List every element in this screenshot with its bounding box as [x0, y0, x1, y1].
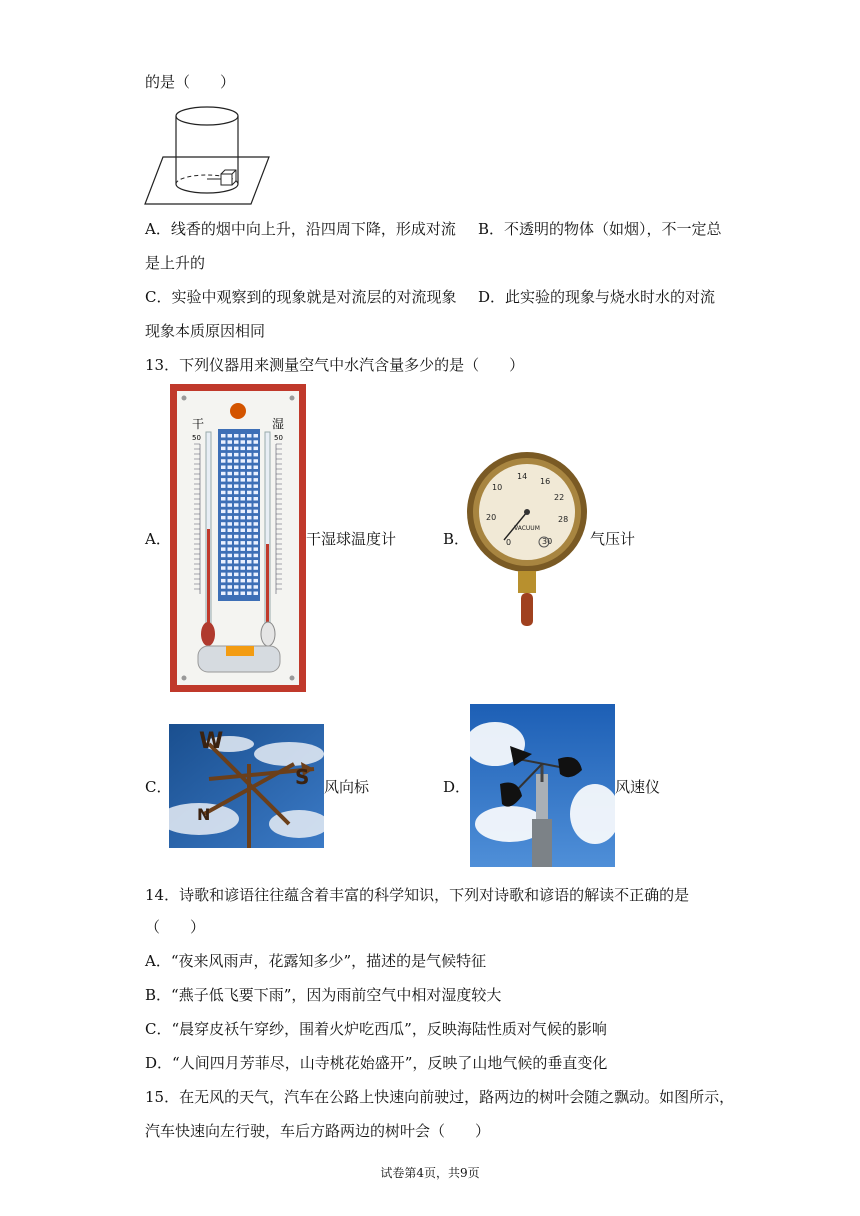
q15-stem-cont: 汽车快速向左行驶，车后方路两边的树叶会（ ）	[145, 1122, 491, 1140]
q12-option-b: B．不透明的物体（如烟），不一定总	[478, 220, 722, 238]
gauge-tick-20: 20	[486, 513, 497, 522]
anemometer-image	[470, 704, 615, 867]
q12-option-c: C．实验中观察到的现象就是对流层的对流现象	[145, 288, 457, 306]
gauge-tick-14: 14	[517, 472, 528, 481]
hygrometer-scale-top-right: 50	[274, 434, 283, 442]
hygrometer-scale-top: 50	[192, 434, 201, 442]
vane-letter-n: N	[197, 805, 211, 824]
hygrometer-left-label: 干	[192, 417, 205, 431]
q12-option-a: A．线香的烟中向上升，沿四周下降，形成对流	[145, 220, 456, 238]
q14-option-d: D．“人间四月芳菲尽，山寺桃花始盛开”，反映了山地气候的垂直变化	[145, 1054, 608, 1072]
q12-option-d-cont: 现象本质原因相同	[145, 322, 266, 340]
barometer-image	[466, 450, 590, 628]
vane-letter-w: W	[199, 729, 224, 754]
wind-vane-image	[169, 724, 324, 848]
vane-letter-s: S	[295, 765, 310, 789]
q13-option-d-label: 风速仪	[615, 778, 661, 796]
gauge-tick-16: 16	[540, 477, 551, 486]
q14-option-a: A．“夜来风雨声，花露知多少”，描述的是气候特征	[145, 952, 487, 970]
q12-option-b-cont: 是上升的	[145, 254, 206, 272]
gauge-tick-30: 30	[542, 537, 553, 546]
page-footer: 试卷第4页，共9页	[380, 1166, 480, 1180]
q14-stem-cont: （ ）	[145, 918, 206, 936]
gauge-brand: VACUUM	[514, 525, 540, 532]
hygrometer-image	[170, 384, 306, 692]
q13-option-d-letter: D．	[443, 778, 471, 796]
q13-option-a-letter: A．	[145, 530, 171, 548]
q14-option-b: B．“燕子低飞要下雨”，因为雨前空气中相对湿度较大	[145, 986, 502, 1004]
q14-stem: 14．诗歌和谚语往往蕴含着丰富的科学知识，下列对诗歌和谚语的解读不正确的是	[145, 886, 690, 904]
gauge-tick-22: 22	[554, 493, 565, 502]
q13-option-b-label: 气压计	[590, 530, 636, 548]
gauge-tick-28: 28	[558, 515, 569, 524]
q13-option-c-label: 风向标	[324, 778, 370, 796]
q15-stem: 15．在无风的天气，汽车在公路上快速向前驶过，路两边的树叶会随之飘动。如图所示，	[145, 1088, 735, 1106]
gauge-tick-0: 0	[506, 538, 512, 547]
q12-option-d: D．此实验的现象与烧水时水的对流	[478, 288, 716, 306]
hygrometer-right-label: 湿	[272, 417, 285, 431]
q13-option-a-label: 干湿球温度计	[306, 530, 397, 548]
gauge-tick-10: 10	[492, 483, 503, 492]
q14-option-c: C．“晨穿皮袄午穿纱，围着火炉吃西瓜”，反映海陆性质对气候的影响	[145, 1020, 607, 1038]
q13-option-c-letter: C．	[145, 778, 172, 796]
q13-option-b-letter: B．	[443, 530, 470, 548]
cylinder-figure	[143, 100, 273, 208]
q12-stem-tail: 的是（ ）	[145, 73, 236, 91]
q13-stem: 13．下列仪器用来测量空气中水汽含量多少的是（ ）	[145, 356, 525, 374]
